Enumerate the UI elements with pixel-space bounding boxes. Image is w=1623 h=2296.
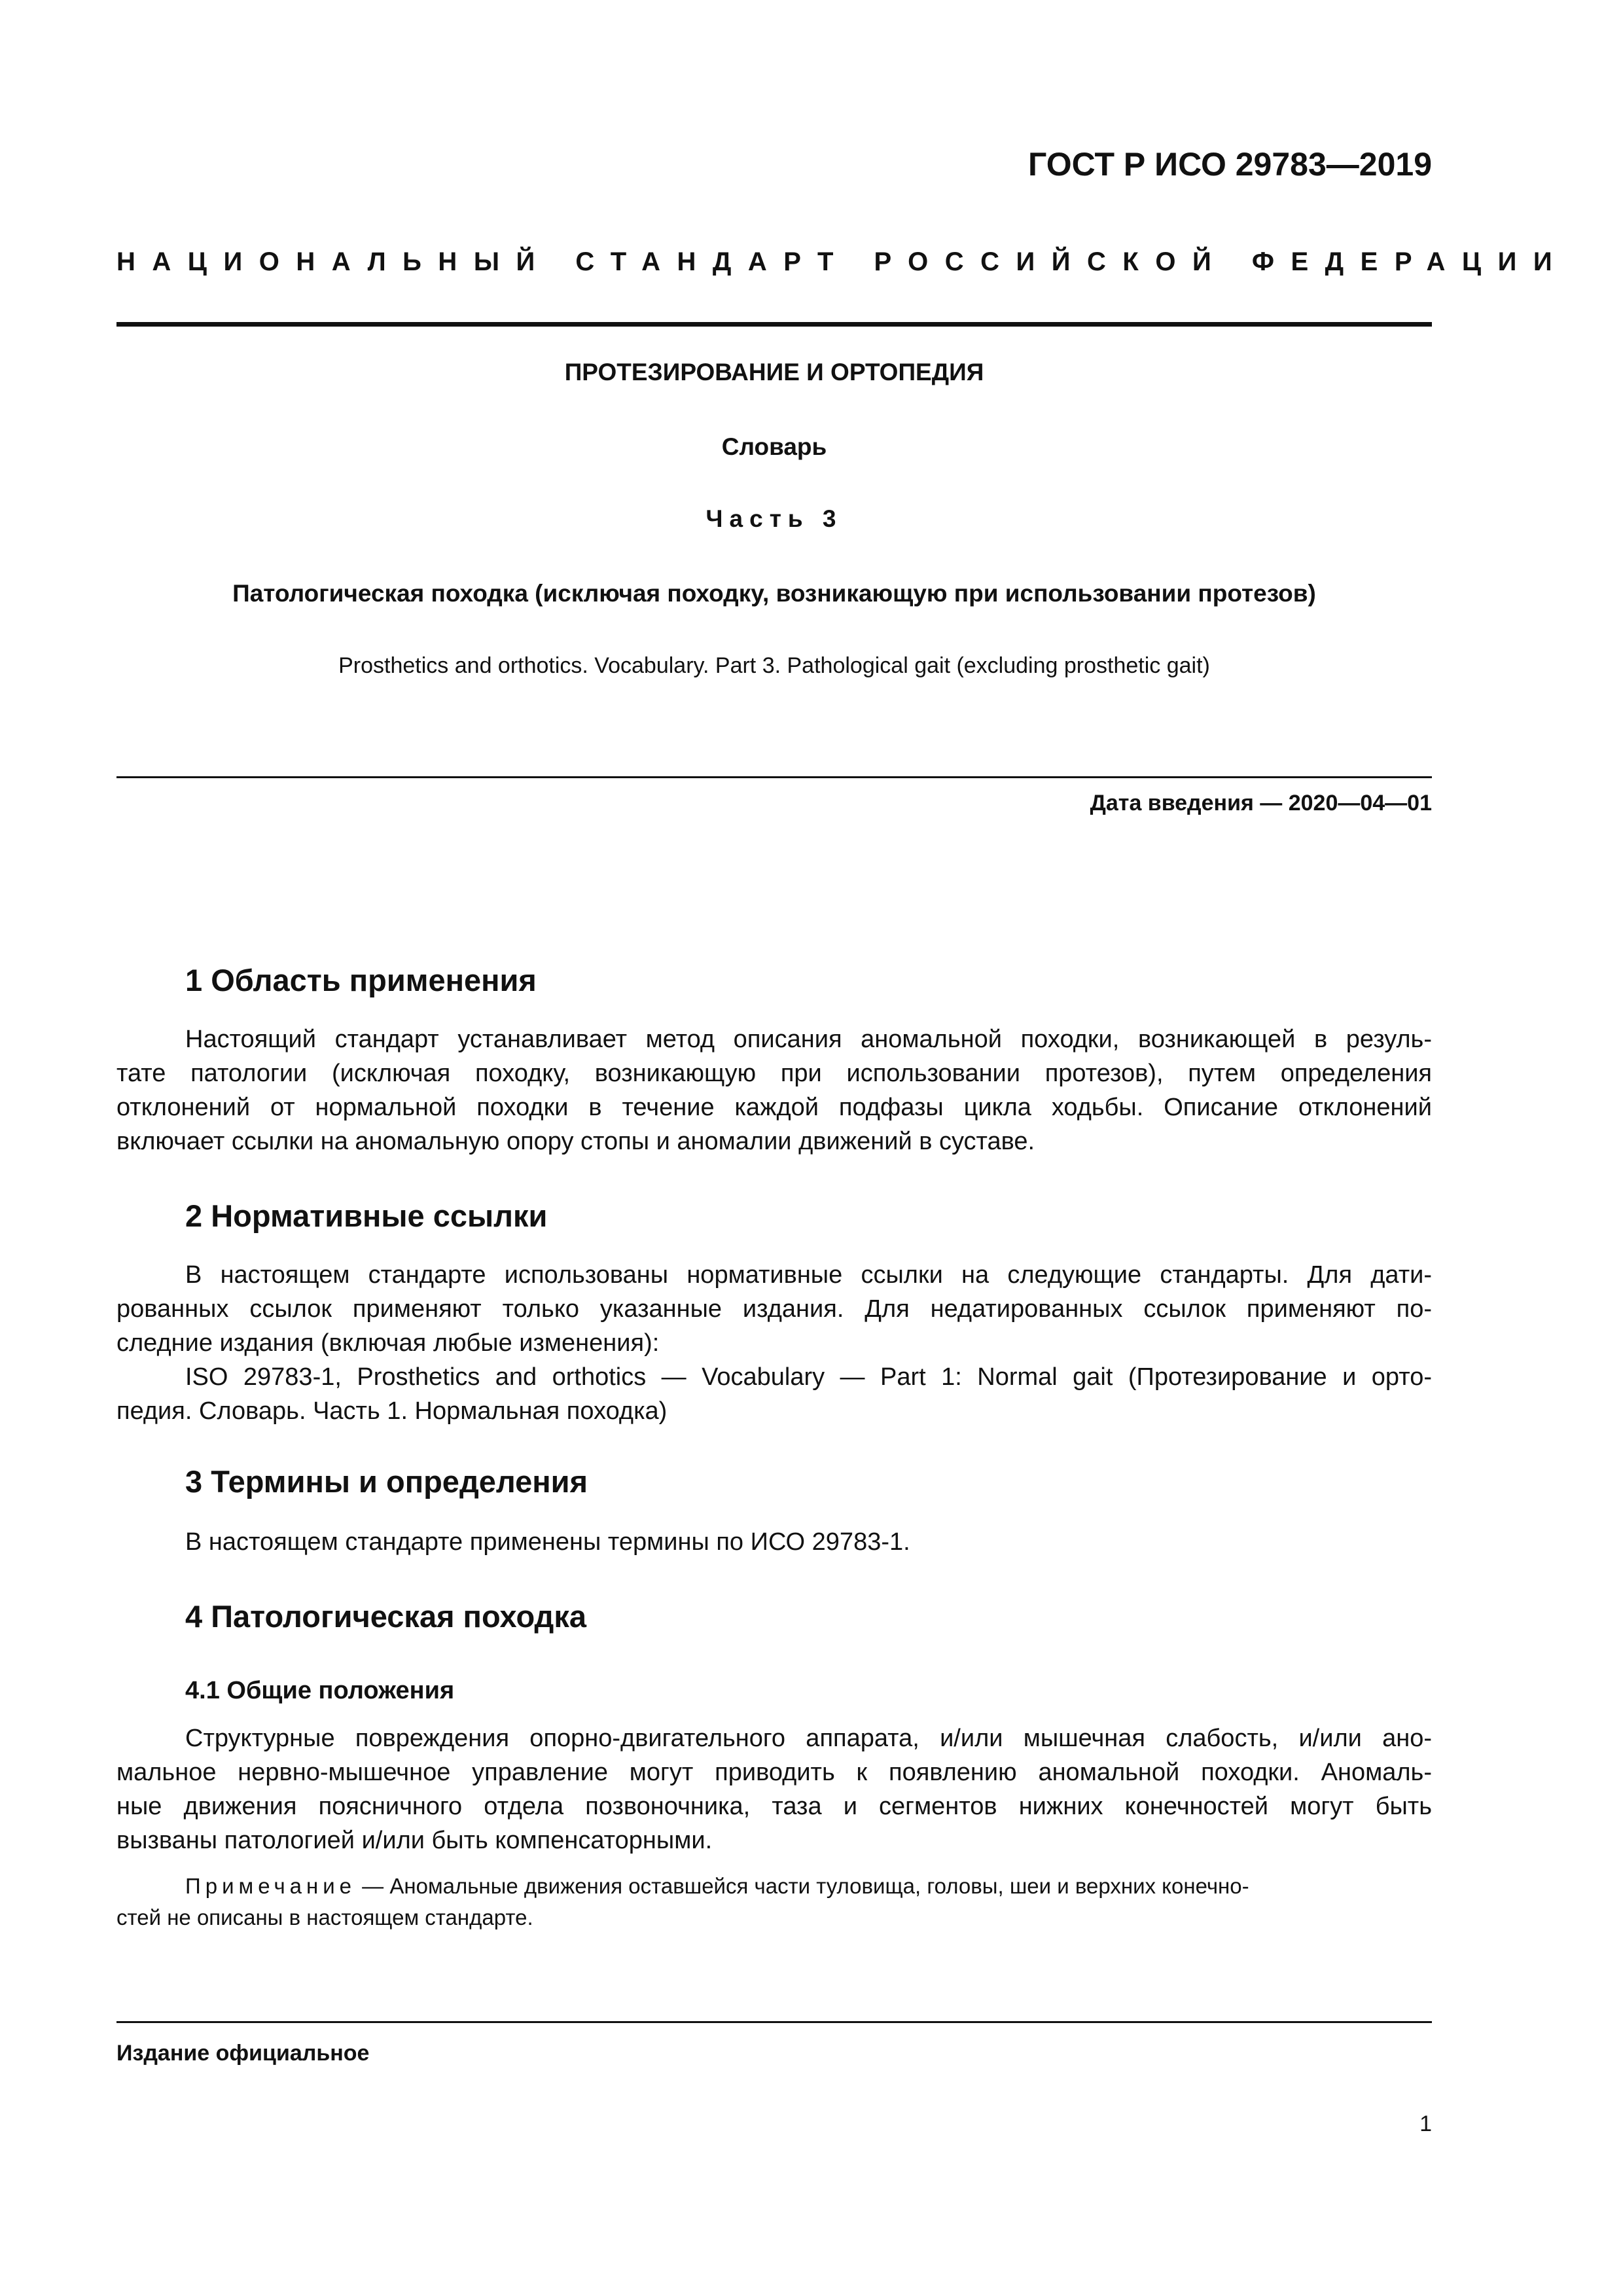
- section-1-line: Настоящий стандарт устанавливает метод описания аномальной походки, возникающей в резуль-: [185, 1026, 1432, 1053]
- section-1-line: тате патологии (исключая походку, возникающую при использовании протезов), путем определения: [116, 1060, 1432, 1087]
- section-2-heading: 2 Нормативные ссылки: [185, 1198, 548, 1233]
- note-line: [116, 1871, 1432, 1902]
- title-description: Патологическая походка (исключая походку, возникающую при использовании протезов): [232, 580, 1316, 607]
- page-number: 1: [1419, 2111, 1432, 2136]
- section-2-line: ISO 29783-1, Prosthetics and orthotics — Vocabulary — Part 1: Normal gait (Протезирование и орто-: [185, 1363, 1432, 1391]
- title-main: ПРОТЕЗИРОВАНИЕ И ОРТОПЕДИЯ: [564, 359, 984, 386]
- section-3-heading: 3 Термины и определения: [185, 1464, 588, 1499]
- section-4-body: [116, 1721, 1432, 1857]
- footer-rule: [116, 2021, 1432, 2023]
- section-4-line: ные движения поясничного отдела позвоночника, таза и сегментов нижних конечностей могут быть: [116, 1793, 1432, 1820]
- section-1-body: [116, 1022, 1432, 1158]
- section-3-line: В настоящем стандарте применены термины по ИСО 29783-1.: [185, 1528, 910, 1556]
- section-2-line: рованных ссылок применяют только указанные издания. Для недатированных ссылок применяют по-: [116, 1295, 1432, 1323]
- note-text-2: стей не описаны в настоящем стандарте.: [116, 1905, 533, 1929]
- section-2-body: [116, 1258, 1432, 1428]
- doc-code: ГОСТ Р ИСО 29783—2019: [1028, 146, 1432, 183]
- section-2-line: педия. Словарь. Часть 1. Нормальная походка): [116, 1397, 668, 1425]
- title-part: Часть 3: [705, 505, 843, 532]
- section-4-line: мальное нервно-мышечное управление могут приводить к появлению аномальной походки. Аномаль-: [116, 1759, 1432, 1786]
- national-standard-banner: НАЦИОНАЛЬНЫЙ СТАНДАРТ РОССИЙСКОЙ ФЕДЕРАЦИИ: [116, 247, 1569, 276]
- section-3-body: [116, 1525, 1432, 1559]
- section-4-1-heading: 4.1 Общие положения: [185, 1677, 455, 1704]
- note-label: Примечание: [185, 1874, 357, 1898]
- section-4-heading: 4 Патологическая походка: [185, 1599, 587, 1634]
- section-2-line: В настоящем стандарте использованы нормативные ссылки на следующие стандарты. Для дати-: [185, 1261, 1432, 1289]
- note-text-1: — Аномальные движения оставшейся части туловища, головы, шеи и верхних конечно-: [356, 1874, 1249, 1898]
- section-1-line: включает ссылки на аномальную опору стопы и аномалии движений в суставе.: [116, 1128, 1035, 1155]
- header-rule: [116, 322, 1432, 327]
- edition-label: Издание официальное: [116, 2041, 370, 2066]
- title-english: Prosthetics and orthotics. Vocabulary. Part 3. Pathological gait (excluding prosthetic gait): [338, 653, 1210, 678]
- title-rule: [116, 776, 1432, 778]
- section-2-line: следние издания (включая любые изменения):: [116, 1329, 660, 1357]
- title-sub: Словарь: [721, 433, 827, 460]
- section-4-line: Структурные повреждения опорно-двигательного аппарата, и/или мышечная слабость, и/или ано-: [185, 1725, 1432, 1752]
- section-1-heading: 1 Область применения: [185, 963, 537, 997]
- section-4-line: вызваны патологией и/или быть компенсаторными.: [116, 1827, 713, 1854]
- intro-date: Дата введения — 2020—04—01: [1090, 791, 1432, 816]
- section-1-line: отклонений от нормальной походки в течение каждой подфазы цикла ходьбы. Описание отклонений: [116, 1094, 1432, 1121]
- section-4-note: [116, 1871, 1432, 1933]
